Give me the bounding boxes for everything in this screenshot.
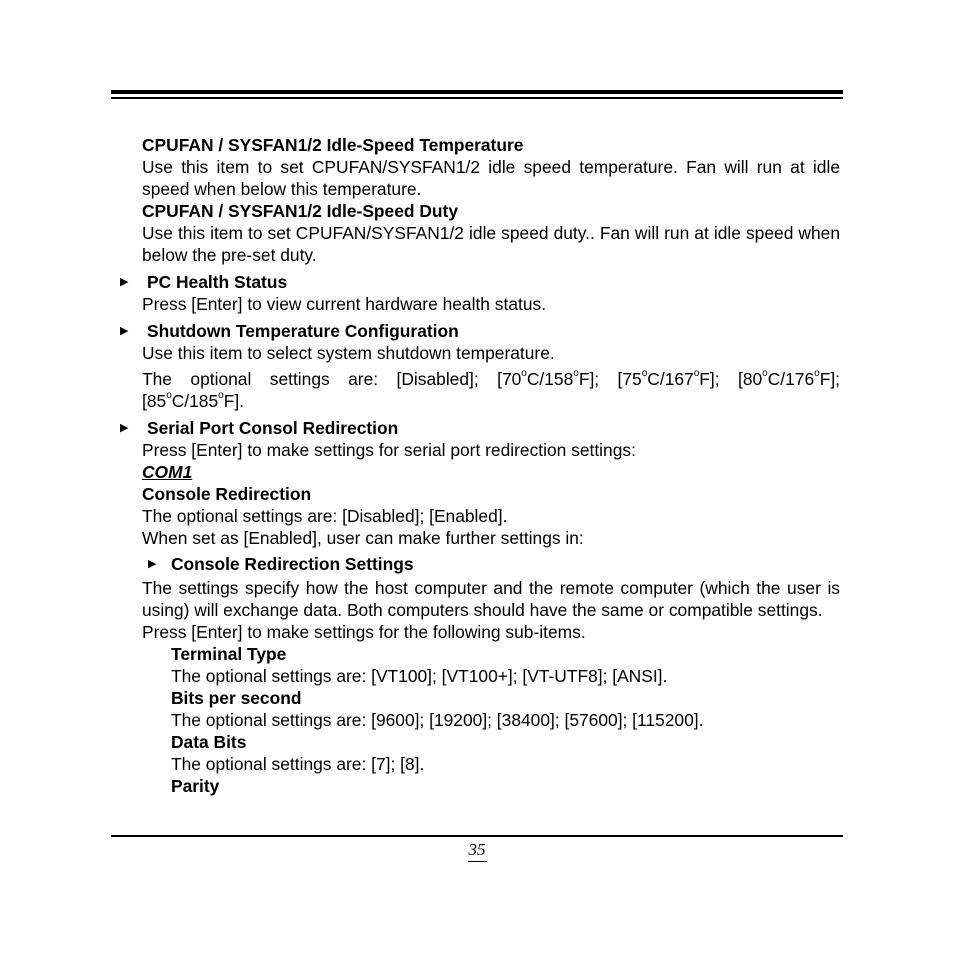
terminal-type-title: Terminal Type bbox=[171, 644, 287, 664]
bits-per-second-options: The optional settings are: [9600]; [19200]; [38400]; [57600]; [115200]. bbox=[171, 710, 704, 730]
serial-section bbox=[120, 417, 840, 549]
shutdown-options: The optional settings are: [Disabled]; [70$^o$C/158$^o$F]; [75$^o$C/167$^o$F]; [80$^o$C/176$^o$F]; [85$^o$C/185$^o$F]. bbox=[142, 368, 840, 411]
terminal-type-options: The optional settings are: [VT100]; [VT100+]; [VT-UTF8]; [ANSI]. bbox=[171, 666, 668, 686]
shutdown-title: Shutdown Temperature Configuration bbox=[147, 321, 459, 341]
data-bits-title: Data Bits bbox=[171, 732, 247, 752]
shutdown-desc: Use this item to select system shutdown temperature. bbox=[142, 343, 555, 363]
header-rule-thin bbox=[111, 97, 843, 99]
arrow-right-icon: ▶ bbox=[148, 558, 157, 570]
pc-health-desc: Press [Enter] to view current hardware health status. bbox=[142, 294, 547, 314]
com1-label: COM1 bbox=[142, 462, 193, 482]
fan-duty-title: CPUFAN / SYSFAN1/2 Idle-Speed Duty bbox=[142, 201, 458, 221]
console-settings-press: Press [Enter] to make settings for the following sub-items. bbox=[142, 622, 586, 642]
console-settings-section bbox=[142, 553, 840, 797]
console-redirection-options: The optional settings are: [Disabled]; [Enabled]. bbox=[142, 506, 508, 526]
serial-desc: Press [Enter] to make settings for serial port redirection settings: bbox=[142, 440, 636, 460]
console-redirection-note: When set as [Enabled], user can make further settings in: bbox=[142, 528, 584, 548]
parity-title: Parity bbox=[171, 776, 220, 796]
arrow-right-icon: ▶ bbox=[120, 422, 129, 434]
console-settings-desc: The settings specify how the host computer and the remote computer (which the user is using) will exchange data. Both computers should have the same or compatible settings. bbox=[142, 578, 840, 620]
footer-rule bbox=[111, 835, 843, 837]
page-number: 35 bbox=[0, 840, 954, 860]
serial-title: Serial Port Consol Redirection bbox=[147, 418, 399, 438]
header-rule-thick bbox=[111, 90, 843, 94]
data-bits-options: The optional settings are: [7]; [8]. bbox=[171, 754, 425, 774]
shutdown-section bbox=[120, 320, 840, 412]
console-redirection-title: Console Redirection bbox=[142, 484, 312, 504]
bits-per-second-title: Bits per second bbox=[171, 688, 302, 708]
arrow-right-icon: ▶ bbox=[120, 276, 129, 288]
fan-temp-desc: Use this item to set CPUFAN/SYSFAN1/2 idle speed temperature. Fan will run at idle speed when below this temperature. bbox=[142, 157, 840, 199]
page-content bbox=[120, 134, 840, 797]
fan-duty-desc: Use this item to set CPUFAN/SYSFAN1/2 idle speed duty.. Fan will run at idle speed when below the pre-set duty. bbox=[142, 223, 840, 265]
pc-health-section bbox=[120, 271, 840, 315]
pc-health-title: PC Health Status bbox=[147, 272, 288, 292]
console-settings-title: Console Redirection Settings bbox=[171, 554, 414, 574]
fan-temp-title: CPUFAN / SYSFAN1/2 Idle-Speed Temperature bbox=[142, 135, 524, 155]
arrow-right-icon: ▶ bbox=[120, 325, 129, 337]
